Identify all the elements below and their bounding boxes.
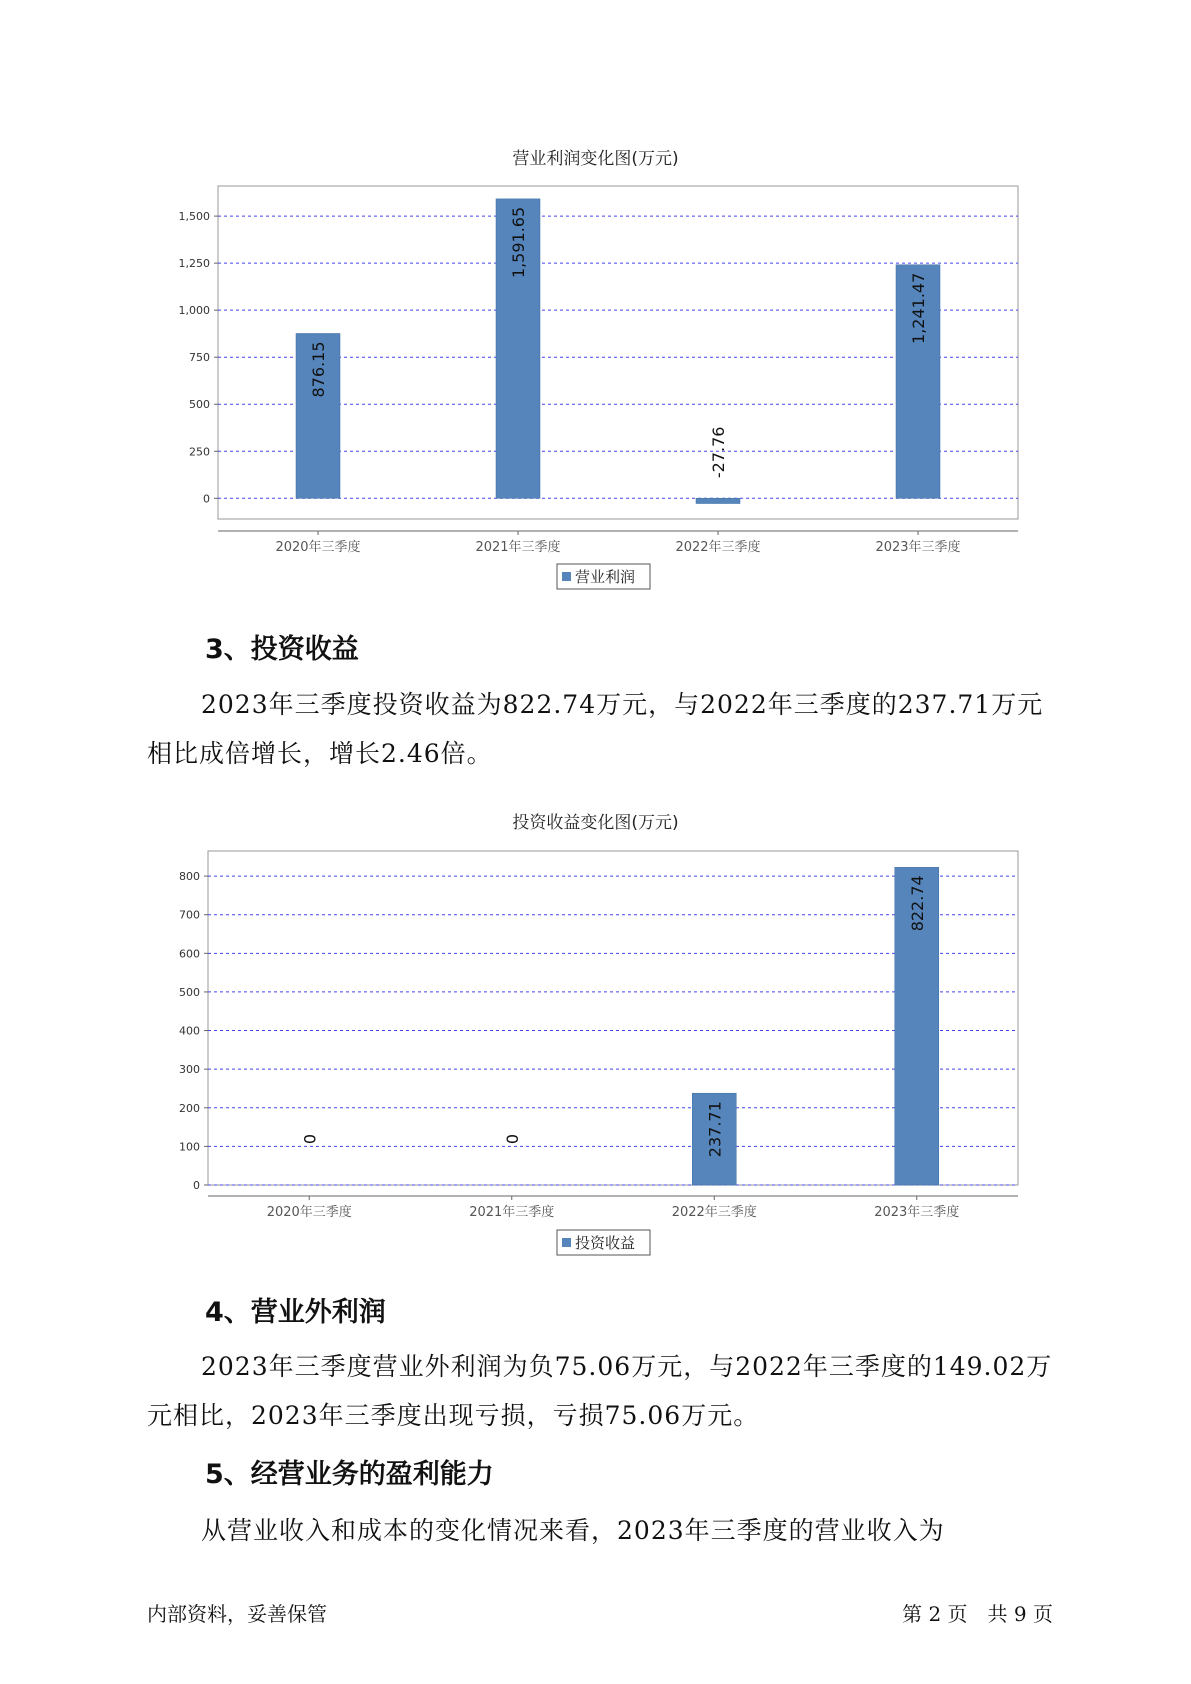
y-tick-label: 100 [179, 1140, 200, 1154]
y-tick-label: 0 [203, 492, 210, 506]
y-tick-label: 1,000 [178, 304, 210, 318]
section-4-paragraph: 2023年三季度营业外利润为负75.06万元，与2022年三季度的149.02万元相比，2023年三季度出现亏损，亏损75.06万元。 [147, 1352, 1053, 1430]
section-4-heading: 4、营业外利润 [205, 1297, 386, 1328]
chart2-title: 投资收益变化图(万元) [512, 813, 679, 833]
y-tick-label: 250 [189, 445, 210, 459]
data-label: 876.15 [309, 341, 328, 398]
data-label: 0 [300, 1133, 320, 1145]
x-tick-label: 2021年三季度 [469, 1205, 555, 1220]
data-label: 0 [502, 1133, 522, 1145]
data-label: 822.74 [907, 875, 927, 932]
data-label: -27.76 [709, 426, 728, 479]
section-3-heading: 3、投资收益 [205, 634, 359, 665]
x-tick-label: 2020年三季度 [275, 540, 361, 555]
x-tick-label: 2023年三季度 [874, 1205, 960, 1220]
y-tick-label: 750 [189, 351, 210, 365]
legend-swatch [562, 1238, 571, 1247]
x-tick-label: 2023年三季度 [875, 540, 961, 555]
data-label: 237.71 [705, 1101, 725, 1158]
x-tick-label: 2022年三季度 [675, 540, 761, 555]
y-tick-label: 1,250 [178, 257, 210, 271]
section-5-paragraph: 从营业收入和成本的变化情况来看，2023年三季度的营业收入为 [201, 1516, 945, 1545]
data-label: 1,591.65 [509, 206, 528, 279]
y-tick-label: 500 [179, 985, 200, 999]
y-tick-label: 700 [179, 908, 200, 922]
x-tick-label: 2021年三季度 [475, 540, 561, 555]
y-tick-label: 200 [179, 1101, 200, 1115]
y-tick-label: 500 [189, 398, 210, 412]
y-tick-label: 400 [179, 1024, 200, 1038]
section-5-heading: 5、经营业务的盈利能力 [205, 1459, 494, 1490]
y-tick-label: 300 [179, 1063, 200, 1077]
y-tick-label: 0 [193, 1179, 200, 1192]
y-tick-label: 600 [179, 947, 200, 961]
section-3-paragraph: 2023年三季度投资收益为822.74万元，与2022年三季度的237.71万元相比成倍增长，增长2.46倍。 [147, 690, 1044, 768]
footer-page-number: 第 2 页 共 9 页 [902, 1602, 1053, 1626]
data-label: 1,241.47 [909, 272, 928, 344]
chart1-title: 营业利润变化图(万元) [512, 149, 679, 169]
y-tick-label: 800 [179, 870, 200, 884]
legend-label: 营业利润 [575, 568, 636, 586]
y-tick-label: 1,500 [178, 210, 210, 224]
x-tick-label: 2020年三季度 [266, 1205, 352, 1220]
x-tick-label: 2022年三季度 [671, 1205, 757, 1220]
footer-confidential: 内部资料，妥善保管 [147, 1602, 327, 1626]
legend-label: 投资收益 [575, 1234, 636, 1252]
